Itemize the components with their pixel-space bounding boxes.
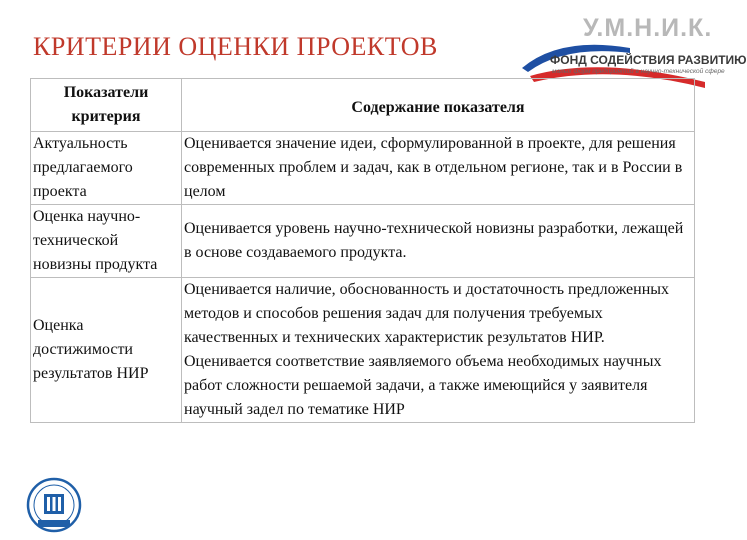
header-content: Содержание показателя [182,79,695,132]
content-cell: Оценивается значение идеи, сформулированной в проекте, для решения современных проблем и задач, как в отдельном регионе, так и в России в целом [182,132,695,205]
criterion-cell: Оценка достижимости результатов НИР [31,278,182,423]
criterion-cell: Оценка научно-технической новизны продукта [31,205,182,278]
umnik-logo-text: У.М.Н.И.К. [583,14,713,42]
criterion-cell: Актуальность предлагаемого проекта [31,132,182,205]
table-header-row [31,79,695,132]
content-cell: Оценивается наличие, обоснованность и достаточность предложенных методов и способов решения задач для получения требуемых качественных и технических характеристик результатов НИР. Оценивается соответствие заявляемого объема необходимых научных работ сложности решаемой задачи, а также имеющийся у заявителя научный задел по тематике НИР [182,278,695,423]
content-cell: Оценивается уровень научно-технической новизны разработки, лежащей в основе создаваемого продукта. [182,205,695,278]
header-criteria: Показатели критерия [31,79,182,132]
table-row [31,205,695,278]
table-row [31,132,695,205]
institution-emblem-icon [24,478,84,533]
fund-logo-subtitle: малых форм предприятий в научно-технической сфере [552,68,725,75]
fund-logo-name: ФОНД СОДЕЙСТВИЯ РАЗВИТИЮ [550,53,747,67]
page-title: КРИТЕРИИ ОЦЕНКИ ПРОЕКТОВ [33,32,438,61]
criteria-table [30,78,695,423]
table-row [31,278,695,423]
